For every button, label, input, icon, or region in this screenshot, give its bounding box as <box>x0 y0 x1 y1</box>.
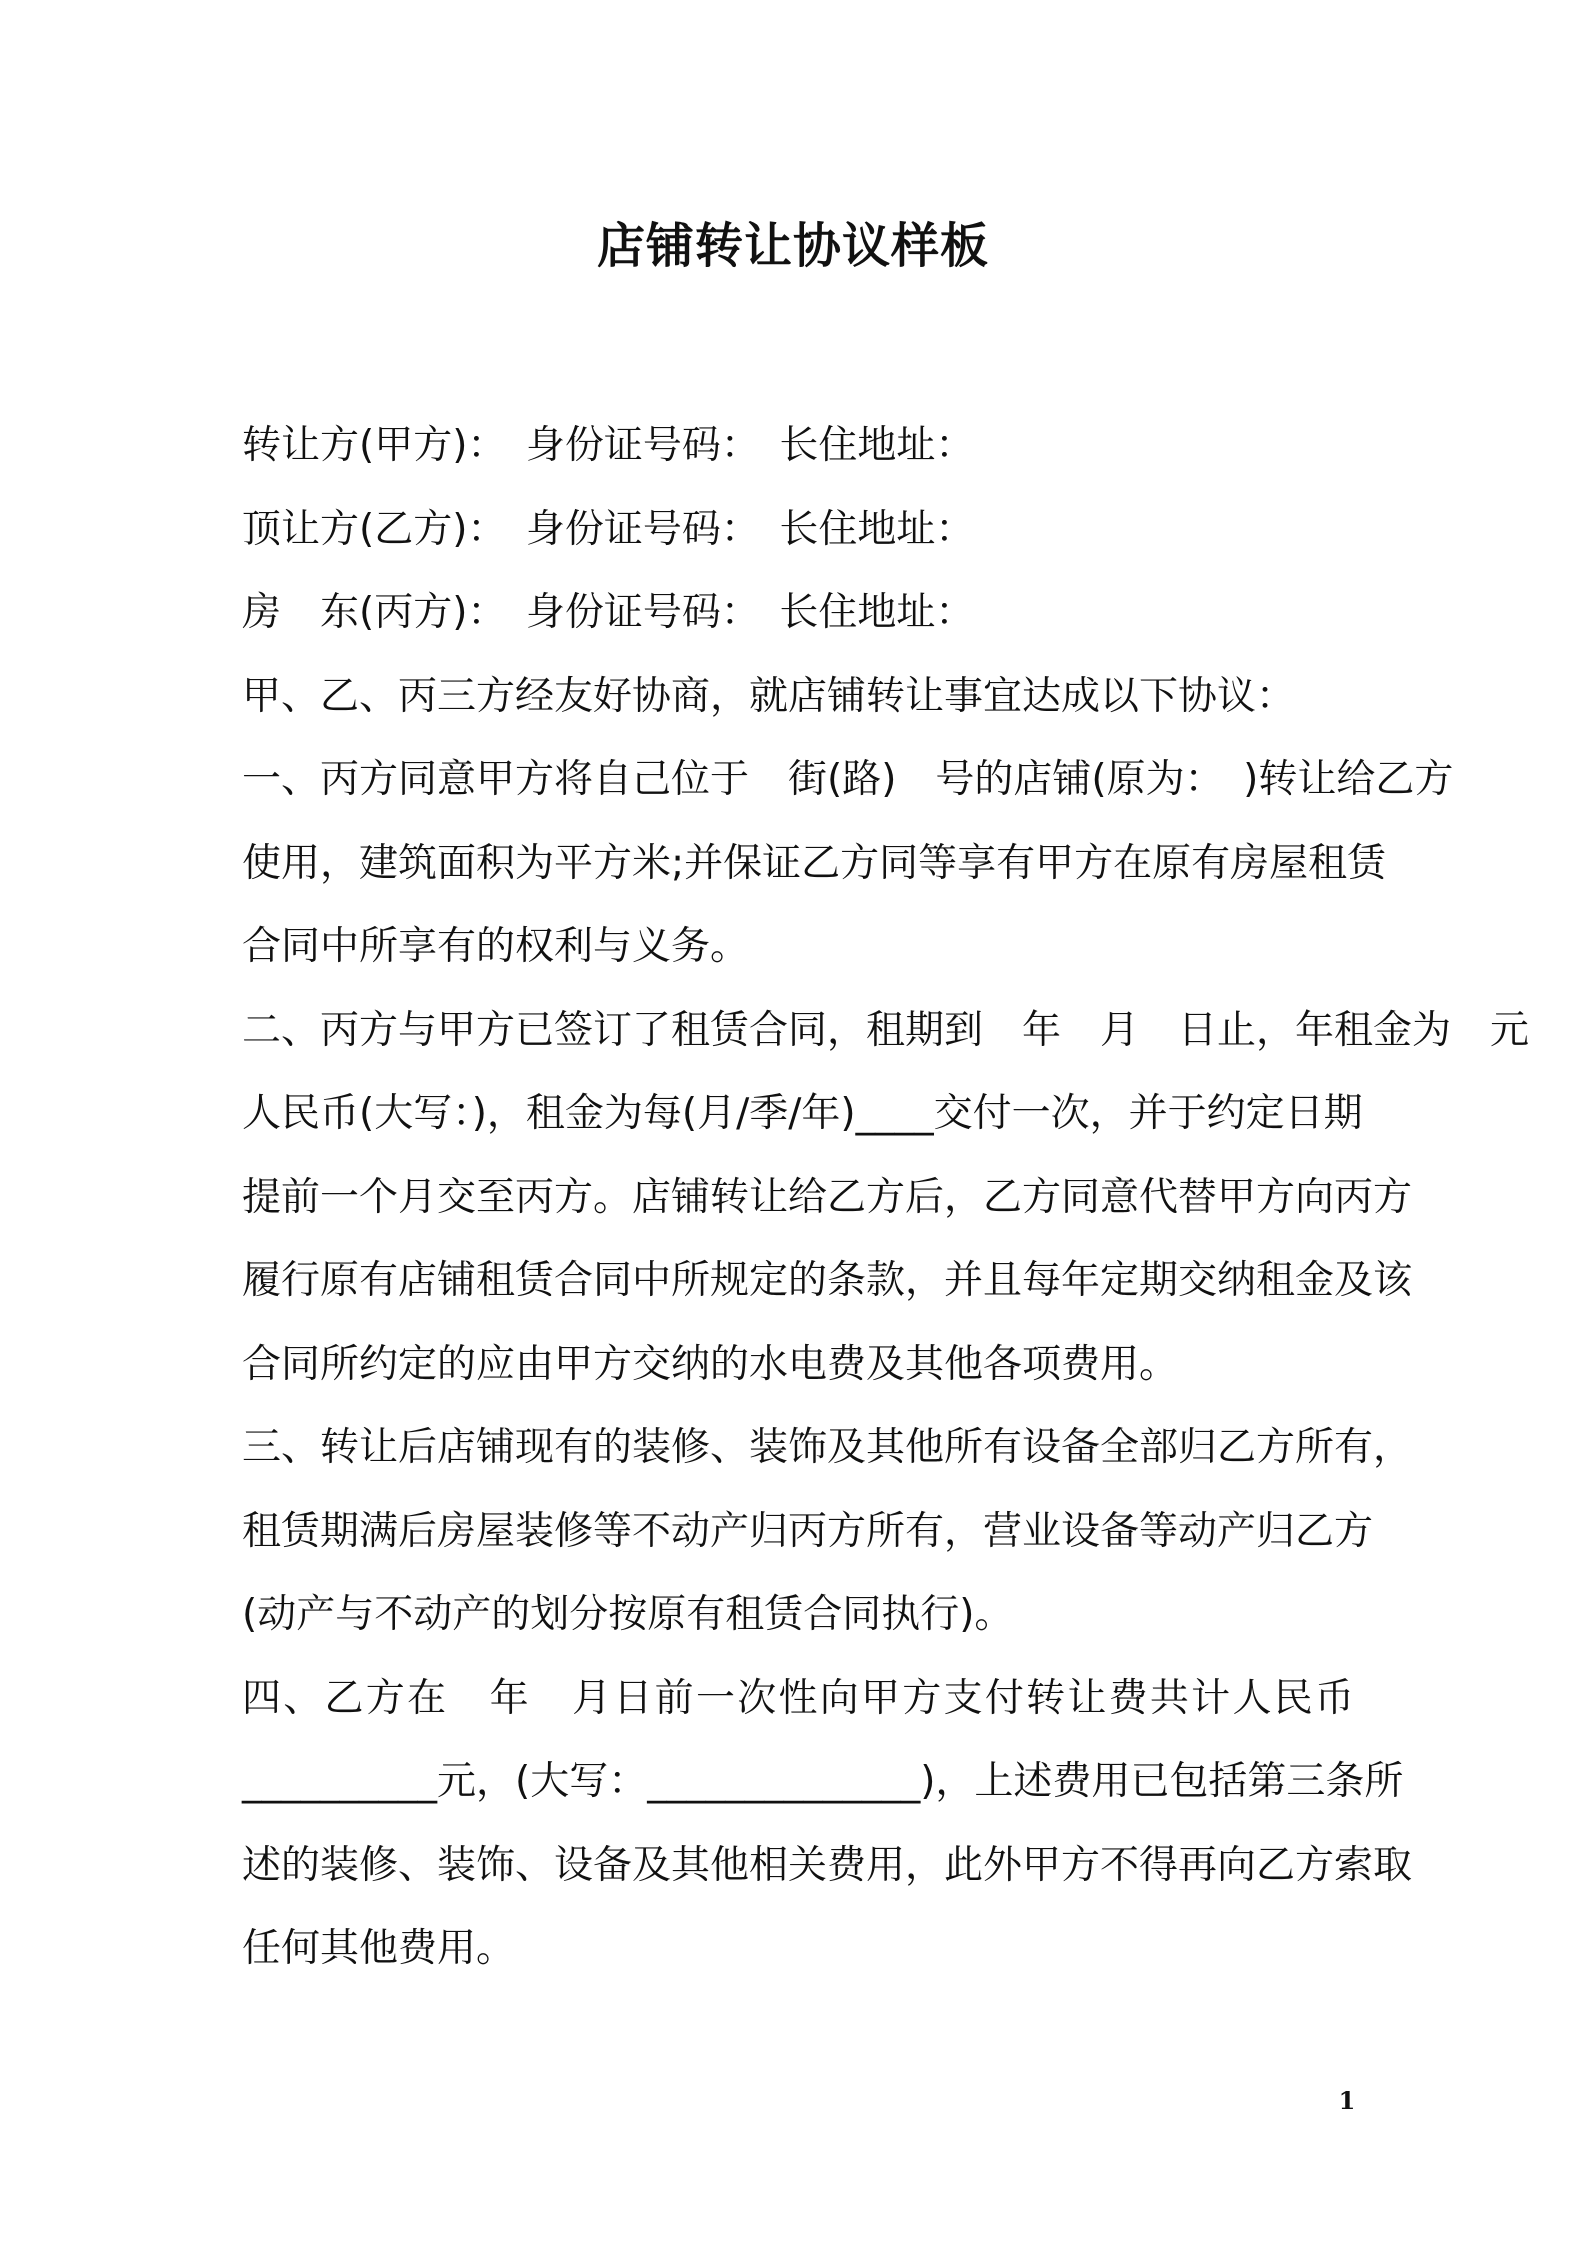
clause-4-line-4: 任何其他费用。 <box>242 1926 516 1971</box>
clause-1-line-1: 一、丙方同意甲方将自己位于 街(路) 号的店铺(原为： )转让给乙方 <box>242 757 1454 802</box>
clause-3-line-3: (动产与不动产的划分按原有租赁合同执行)。 <box>242 1592 1014 1637</box>
clause-2-line-5: 合同所约定的应由甲方交纳的水电费及其他各项费用。 <box>242 1341 1179 1387</box>
party-a-line: 转让方(甲方)： 身份证号码： 长住地址： <box>242 423 975 468</box>
document-title: 店铺转让协议样板 <box>596 218 989 274</box>
clause-1-line-3: 合同中所享有的权利与义务。 <box>242 924 750 969</box>
clause-4-line-2: __________元，(大写：______________)，上述费用已包括第三条所 <box>242 1759 1404 1804</box>
clause-2-line-1: 二、丙方与甲方已签订了租赁合同，租期到 年 月 日止，年租金为 元 <box>242 1007 1530 1053</box>
party-b-line: 顶让方(乙方)： 身份证号码： 长住地址： <box>242 506 975 552</box>
clause-4-line-1: 四、乙方在 年 月日前一次性向甲方支付转让费共计人民币 <box>242 1675 1354 1721</box>
clause-3-line-2: 租赁期满后房屋装修等不动产归丙方所有，营业设备等动产归乙方 <box>242 1508 1374 1554</box>
party-c-line: 房 东(丙方)： 身份证号码： 长住地址： <box>242 590 975 635</box>
page-number: 1 <box>1338 2086 1356 2115</box>
clause-2-line-3: 提前一个月交至丙方。店铺转让给乙方后，乙方同意代替甲方向丙方 <box>242 1174 1413 1220</box>
clause-3-line-1: 三、转让后店铺现有的装修、装饰及其他所有设备全部归乙方所有， <box>242 1425 1413 1470</box>
clause-2-line-4: 履行原有店铺租赁合同中所规定的条款，并且每年定期交纳租金及该 <box>242 1258 1413 1303</box>
clause-2-line-2: 人民币(大写：)，租金为每(月/季/年)____交付一次，并于约定日期 <box>242 1091 1363 1136</box>
clause-4-line-3: 述的装修、装饰、设备及其他相关费用，此外甲方不得再向乙方索取 <box>242 1842 1413 1888</box>
document-body <box>242 404 1530 1991</box>
preamble-line: 甲、乙、丙三方经友好协商，就店铺转让事宜达成以下协议： <box>242 673 1296 719</box>
clause-1-line-2: 使用，建筑面积为平方米;并保证乙方同等享有甲方在原有房屋租赁 <box>242 840 1387 886</box>
